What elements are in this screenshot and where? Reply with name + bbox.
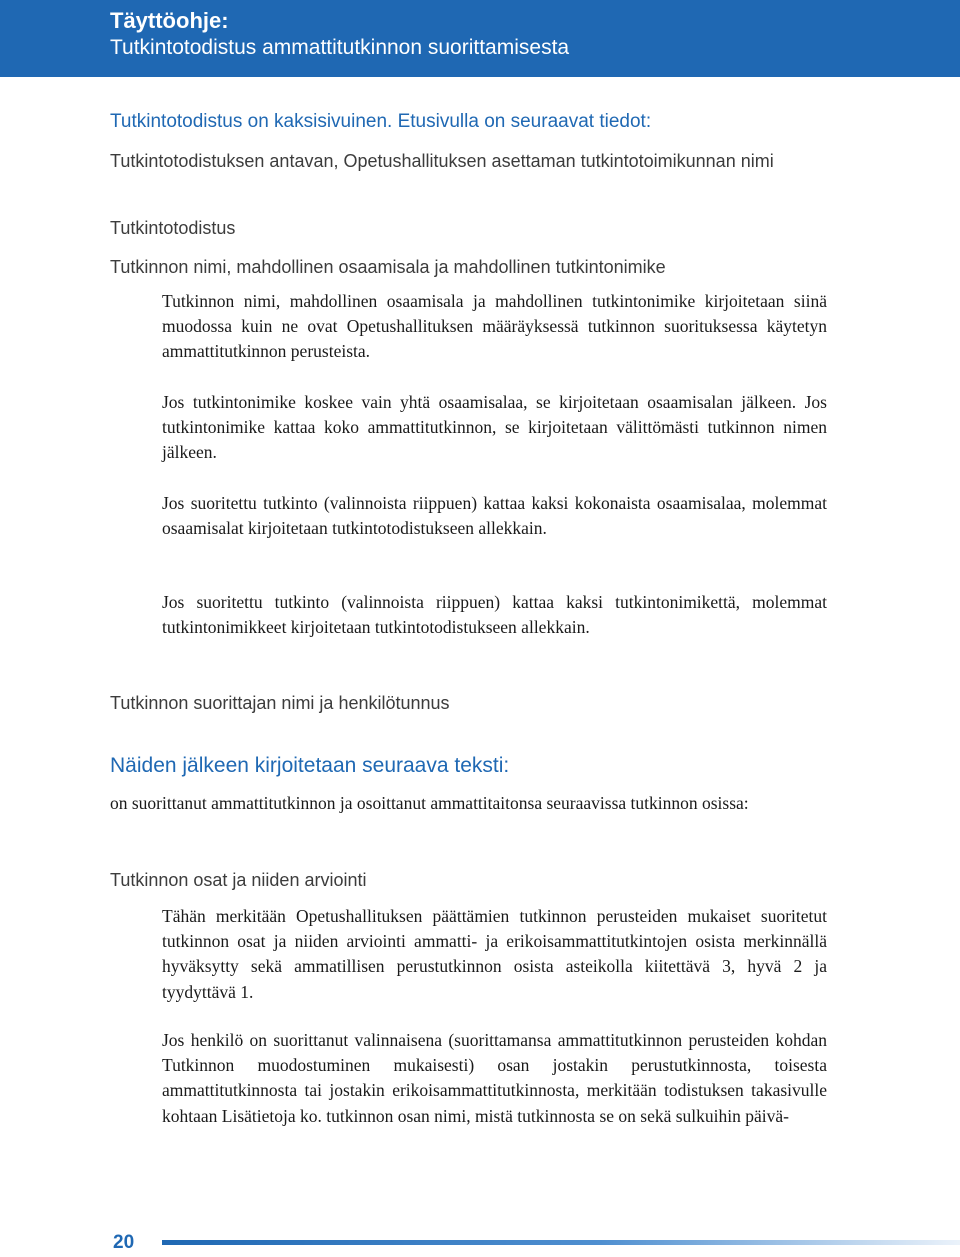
field-qualification: Tutkinnon nimi, mahdollinen osaamisala ja mahdollinen tutkintonimike — [110, 257, 666, 277]
paragraph-title-one-area: Jos tutkintonimike koskee vain yhtä osaamisalaa, se kirjoitetaan osaamisalan jälkeen. Jos tutkintonimike kattaa koko ammattitutkinnon, se kirjoitetaan välittömästi tutkinnon nimen jälkeen. — [162, 392, 827, 463]
field-certificate: Tutkintotodistus — [110, 218, 236, 238]
field-issuer: Tutkintotodistuksen antavan, Opetushallituksen asettaman tutkintotoimikunnan nimi — [110, 151, 774, 171]
page-number: 20 — [113, 1232, 135, 1253]
page-subtitle: Tutkintotodistus ammattitutkinnon suorittamisesta — [110, 36, 570, 59]
paragraph-two-areas: Jos suoritettu tutkinto (valinnoista riippuen) kattaa kaksi kokonaista osaamisalaa, molemmat osaamisalat kirjoitetaan tutkintotodistukseen allekkain. — [162, 493, 827, 539]
page-title: Täyttöohje: — [110, 8, 229, 33]
header-band — [0, 0, 960, 77]
footer-rule — [162, 1240, 960, 1245]
paragraph-completion-text: on suorittanut ammattitutkinnon ja osoittanut ammattitaitonsa seuraavissa tutkinnon osissa: — [110, 793, 749, 813]
field-name-and-id: Tutkinnon suorittajan nimi ja henkilötunnus — [110, 693, 450, 713]
paragraph-parts-grading: Tähän merkitään Opetushallituksen päättämien tutkinnon perusteiden mukaiset suoritetut tutkinnon osat ja niiden arviointi ammatti- ja erikoisammattitutkintojen osista merkinnällä hyväksytty sekä ammatillisen perustutkinnon osista asteikolla kiitettävä 3, hyvä 2 ja tyydyttävä 1. — [162, 906, 827, 1002]
paragraph-qualification-naming: Tutkinnon nimi, mahdollinen osaamisala ja mahdollinen tutkintonimike kirjoitetaan siinä muodossa kuin ne ovat Opetushallituksen määräyksessä tutkinnon suorituksessa käytetyn ammattitutkinnon perusteista. — [162, 291, 827, 362]
intro-text: Tutkintotodistus on kaksisivuinen. Etusivulla on seuraavat tiedot: — [110, 111, 652, 132]
paragraph-two-titles: Jos suoritettu tutkinto (valinnoista riippuen) kattaa kaksi tutkintonimikettä, molemmat tutkintonimikkeet kirjoitetaan tutkintotodistukseen allekkain. — [162, 592, 827, 638]
field-parts-and-grades: Tutkinnon osat ja niiden arviointi — [110, 870, 367, 890]
section-heading: Näiden jälkeen kirjoitetaan seuraava teksti: — [110, 754, 510, 777]
paragraph-optional-parts: Jos henkilö on suorittanut valinnaisena (suorittamansa ammattitutkinnon perusteiden kohdan Tutkinnon muodostuminen mukaisesti) osan jostakin perustutkinnosta, toisesta ammattitutkinnosta tai jostakin erikoisammattitutkinnosta, merkitään todistuksen takasivulle kohtaan Lisätietoja ko. tutkinnon osan nimi, mistä tutkinnosta se on sekä sulkuihin päivä- — [162, 1030, 827, 1126]
